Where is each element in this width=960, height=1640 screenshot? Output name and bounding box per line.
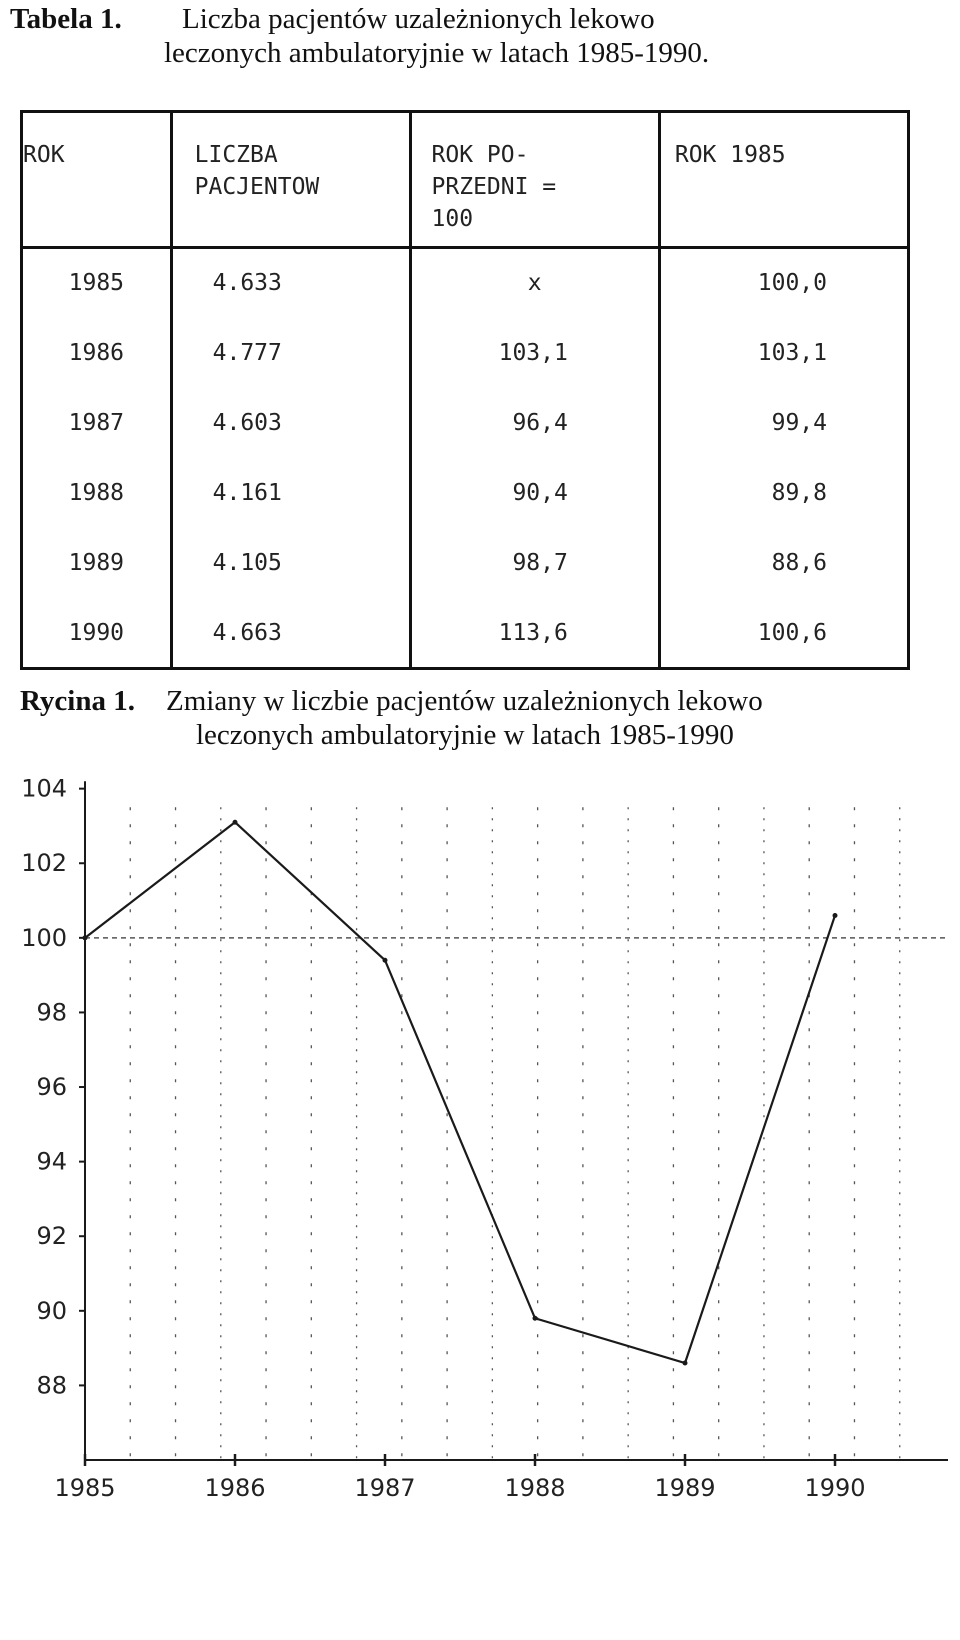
y-tick-label: 96 bbox=[36, 1073, 67, 1102]
y-tick-label: 90 bbox=[36, 1296, 67, 1325]
cell-year: 1989 bbox=[22, 528, 172, 598]
cell-base: 89,8 bbox=[659, 458, 908, 528]
x-tick-label: 1985 bbox=[54, 1474, 116, 1502]
cell-base: 99,4 bbox=[659, 388, 908, 458]
table-header-row bbox=[22, 112, 909, 248]
cell-count: 4.777 bbox=[171, 318, 410, 388]
figure-caption-label: Rycina 1. bbox=[20, 685, 135, 717]
data-point bbox=[83, 935, 88, 940]
data-point bbox=[383, 958, 388, 963]
y-tick-label: 92 bbox=[36, 1222, 67, 1251]
cell-count: 4.663 bbox=[171, 598, 410, 668]
table-row bbox=[22, 388, 909, 458]
table-caption bbox=[10, 2, 709, 70]
data-point bbox=[833, 913, 838, 918]
cell-base: 100,0 bbox=[659, 248, 908, 318]
y-tick-label: 98 bbox=[36, 998, 67, 1027]
cell-year: 1987 bbox=[22, 388, 172, 458]
patients-table bbox=[20, 110, 910, 670]
data-point bbox=[233, 820, 238, 825]
figure-caption-line2: leczonych ambulatoryjnie w latach 1985-1990 bbox=[196, 719, 734, 751]
y-tick-label: 104 bbox=[21, 774, 67, 803]
data-point bbox=[533, 1316, 538, 1321]
cell-prev: 90,4 bbox=[410, 458, 659, 528]
cell-prev: 96,4 bbox=[410, 388, 659, 458]
cell-count: 4.161 bbox=[171, 458, 410, 528]
cell-base: 88,6 bbox=[659, 528, 908, 598]
cell-count: 4.105 bbox=[171, 528, 410, 598]
table-row bbox=[22, 318, 909, 388]
cell-prev: x bbox=[410, 248, 659, 318]
cell-count: 4.633 bbox=[171, 248, 410, 318]
table-caption-line2: leczonych ambulatoryjnie w latach 1985-1990. bbox=[164, 37, 710, 69]
x-tick-label: 1990 bbox=[804, 1474, 866, 1502]
y-tick-label: 100 bbox=[21, 923, 67, 952]
x-tick-label: 1986 bbox=[204, 1474, 266, 1502]
y-tick-label: 88 bbox=[36, 1371, 67, 1400]
header-year: ROK bbox=[22, 112, 172, 248]
table-row bbox=[22, 598, 909, 668]
cell-year: 1990 bbox=[22, 598, 172, 668]
table-row bbox=[22, 248, 909, 318]
y-tick-label: 94 bbox=[36, 1147, 67, 1176]
figure-caption-line1: Zmiany w liczbie pacjentów uzależnionych lekowo bbox=[166, 685, 763, 717]
cell-count: 4.603 bbox=[171, 388, 410, 458]
header-count: LICZBA PACJENTOW bbox=[171, 112, 410, 248]
data-point bbox=[683, 1361, 688, 1366]
table-caption-label: Tabela 1. bbox=[10, 3, 122, 35]
x-tick-label: 1989 bbox=[654, 1474, 716, 1502]
header-base-year: ROK 1985 bbox=[659, 112, 908, 248]
figure-caption bbox=[20, 684, 763, 752]
series-line bbox=[85, 822, 835, 1363]
x-tick-label: 1987 bbox=[354, 1474, 416, 1502]
cell-base: 103,1 bbox=[659, 318, 908, 388]
table-row bbox=[22, 458, 909, 528]
header-prev-year: ROK PO- PRZEDNI = 100 bbox=[410, 112, 659, 248]
cell-year: 1986 bbox=[22, 318, 172, 388]
cell-prev: 103,1 bbox=[410, 318, 659, 388]
table-caption-line1: Liczba pacjentów uzależnionych lekowo bbox=[182, 3, 655, 35]
table-row bbox=[22, 528, 909, 598]
x-tick-label: 1988 bbox=[504, 1474, 566, 1502]
cell-year: 1988 bbox=[22, 458, 172, 528]
y-tick-label: 102 bbox=[21, 849, 67, 878]
cell-year: 1985 bbox=[22, 248, 172, 318]
cell-base: 100,6 bbox=[659, 598, 908, 668]
cell-prev: 98,7 bbox=[410, 528, 659, 598]
cell-prev: 113,6 bbox=[410, 598, 659, 668]
line-chart bbox=[0, 760, 960, 1560]
